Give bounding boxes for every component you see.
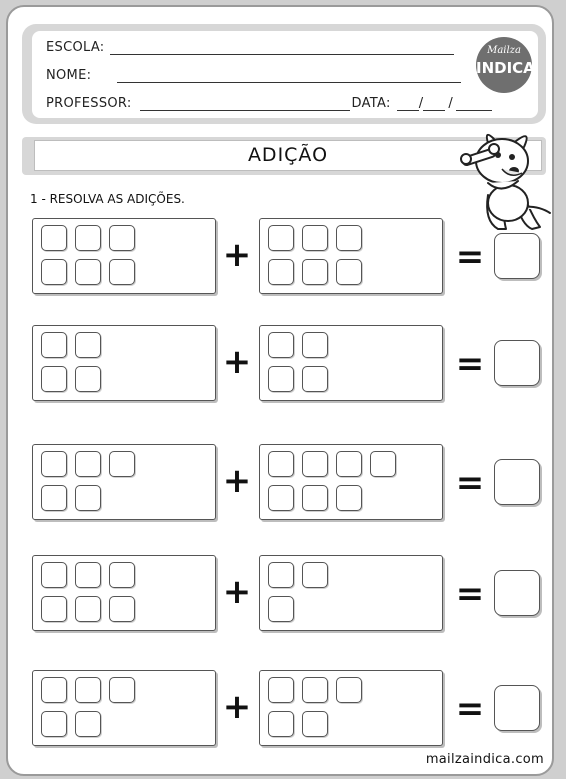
name-label: NOME: bbox=[46, 68, 92, 83]
counting-square bbox=[268, 366, 294, 392]
equals-sign: = bbox=[455, 237, 485, 277]
equals-sign: = bbox=[455, 574, 485, 614]
counting-square bbox=[336, 677, 362, 703]
name-line[interactable] bbox=[117, 68, 461, 83]
counting-square bbox=[41, 485, 67, 511]
counting-square bbox=[336, 259, 362, 285]
teacher-field bbox=[46, 96, 492, 111]
school-field bbox=[46, 40, 454, 55]
plus-sign: + bbox=[222, 687, 252, 727]
equals-sign: = bbox=[455, 689, 485, 729]
counting-square bbox=[302, 451, 328, 477]
counting-square bbox=[336, 451, 362, 477]
answer-box[interactable] bbox=[494, 233, 540, 279]
plus-sign: + bbox=[222, 572, 252, 612]
counting-square bbox=[268, 332, 294, 358]
counting-square bbox=[302, 677, 328, 703]
name-field bbox=[46, 68, 461, 83]
addend-left-panel bbox=[32, 670, 216, 746]
counting-square bbox=[109, 259, 135, 285]
counting-square bbox=[302, 332, 328, 358]
teacher-label: PROFESSOR: bbox=[46, 96, 132, 111]
counting-square bbox=[109, 596, 135, 622]
counting-square bbox=[75, 225, 101, 251]
teacher-line[interactable] bbox=[140, 96, 350, 111]
answer-box[interactable] bbox=[494, 570, 540, 616]
counting-square bbox=[41, 596, 67, 622]
counting-square bbox=[370, 451, 396, 477]
addend-left-panel bbox=[32, 325, 216, 401]
plus-sign: + bbox=[222, 461, 252, 501]
counting-square bbox=[302, 259, 328, 285]
counting-square bbox=[268, 259, 294, 285]
counting-square bbox=[268, 596, 294, 622]
counting-square bbox=[302, 225, 328, 251]
counting-square bbox=[109, 225, 135, 251]
date-day-line[interactable] bbox=[397, 96, 419, 111]
page-title: ADIÇÃO bbox=[34, 140, 542, 171]
counting-square bbox=[109, 451, 135, 477]
equals-sign: = bbox=[455, 344, 485, 384]
plus-sign: + bbox=[222, 342, 252, 382]
logo-bold-text: INDICA bbox=[476, 59, 535, 77]
addend-left-panel bbox=[32, 218, 216, 294]
counting-square bbox=[75, 596, 101, 622]
answer-box[interactable] bbox=[494, 685, 540, 731]
counting-square bbox=[75, 562, 101, 588]
counting-square bbox=[268, 451, 294, 477]
counting-square bbox=[302, 485, 328, 511]
counting-square bbox=[41, 332, 67, 358]
counting-square bbox=[268, 562, 294, 588]
counting-square bbox=[41, 451, 67, 477]
counting-square bbox=[75, 259, 101, 285]
counting-square bbox=[109, 677, 135, 703]
counting-square bbox=[268, 225, 294, 251]
addend-right-panel bbox=[259, 670, 443, 746]
logo-script-text: Mailza bbox=[487, 45, 521, 56]
counting-square bbox=[302, 711, 328, 737]
counting-square bbox=[336, 485, 362, 511]
counting-square bbox=[41, 677, 67, 703]
counting-square bbox=[336, 225, 362, 251]
counting-square bbox=[302, 562, 328, 588]
addend-right-panel bbox=[259, 555, 443, 631]
counting-square bbox=[268, 677, 294, 703]
school-line[interactable] bbox=[110, 40, 454, 55]
counting-square bbox=[109, 562, 135, 588]
instruction-text: 1 - RESOLVA AS ADIÇÕES. bbox=[30, 192, 185, 206]
equals-sign: = bbox=[455, 463, 485, 503]
counting-square bbox=[75, 366, 101, 392]
counting-square bbox=[75, 711, 101, 737]
counting-square bbox=[75, 485, 101, 511]
date-label: DATA: bbox=[351, 96, 391, 111]
addend-right-panel bbox=[259, 444, 443, 520]
date-separator: / bbox=[448, 96, 454, 111]
date-month-line[interactable] bbox=[423, 96, 445, 111]
answer-box[interactable] bbox=[494, 459, 540, 505]
counting-square bbox=[41, 259, 67, 285]
counting-square bbox=[41, 225, 67, 251]
counting-square bbox=[75, 677, 101, 703]
counting-square bbox=[41, 366, 67, 392]
plus-sign: + bbox=[222, 235, 252, 275]
counting-square bbox=[75, 451, 101, 477]
counting-square bbox=[268, 485, 294, 511]
addend-left-panel bbox=[32, 555, 216, 631]
answer-box[interactable] bbox=[494, 340, 540, 386]
addend-right-panel bbox=[259, 325, 443, 401]
addend-left-panel bbox=[32, 444, 216, 520]
counting-square bbox=[41, 562, 67, 588]
date-separator: / bbox=[418, 96, 424, 111]
counting-square bbox=[268, 711, 294, 737]
counting-square bbox=[302, 366, 328, 392]
counting-square bbox=[41, 711, 67, 737]
footer-website: mailzaindica.com bbox=[425, 752, 544, 767]
addend-right-panel bbox=[259, 218, 443, 294]
brand-logo bbox=[476, 37, 535, 93]
counting-square bbox=[75, 332, 101, 358]
dog-illustration bbox=[458, 125, 554, 235]
date-year-line[interactable] bbox=[456, 96, 492, 111]
school-label: ESCOLA: bbox=[46, 40, 105, 55]
